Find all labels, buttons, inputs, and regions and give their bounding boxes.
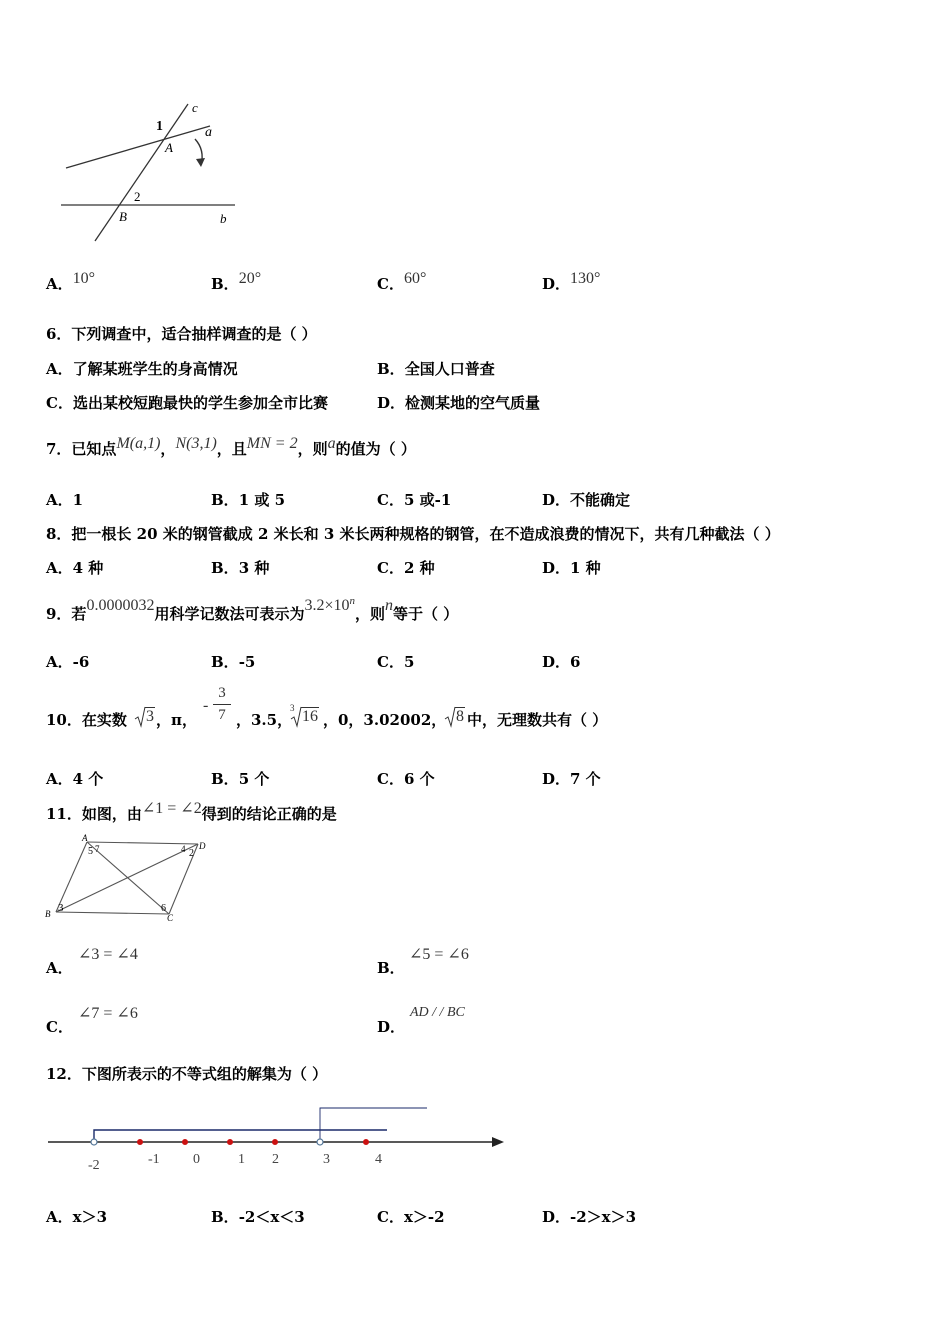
point-minus1 bbox=[137, 1139, 143, 1145]
q10-denominator: 7 bbox=[218, 707, 226, 723]
option-value: 60° bbox=[403, 270, 427, 287]
q12-option-b[interactable] bbox=[211, 1206, 305, 1227]
label-2: 2 bbox=[189, 848, 194, 859]
label-2: 2 bbox=[134, 189, 141, 204]
option-text: 1 bbox=[72, 491, 84, 509]
option-letter: B． bbox=[377, 360, 405, 378]
option-letter: A． bbox=[46, 360, 73, 378]
q8-option-a[interactable] bbox=[46, 557, 103, 578]
q5-option-c[interactable] bbox=[377, 270, 427, 294]
label-D: D bbox=[199, 841, 206, 851]
tick-label: 1 bbox=[238, 1152, 245, 1167]
q5-option-a[interactable] bbox=[46, 270, 96, 294]
q10-fraction bbox=[213, 685, 231, 724]
option-text: 5 bbox=[403, 653, 415, 671]
q10-option-a[interactable] bbox=[46, 768, 103, 789]
q5-option-d[interactable] bbox=[542, 270, 601, 294]
option-letter: B． bbox=[211, 1208, 239, 1226]
q12-stem: 12．下图所表示的不等式组的解集为（ ） bbox=[46, 1065, 328, 1083]
option-letter: D． bbox=[542, 1208, 571, 1226]
option-text: 4 个 bbox=[72, 770, 104, 788]
option-letter: D． bbox=[542, 770, 571, 788]
option-text: 6 个 bbox=[403, 770, 435, 788]
diagonal-bd bbox=[56, 844, 198, 912]
label-5: 5 bbox=[88, 846, 93, 857]
option-letter: A． bbox=[46, 653, 73, 671]
q11-text-1: 11．如图，由 bbox=[46, 805, 142, 823]
q7-text-3: ，则 bbox=[297, 440, 328, 458]
option-text: -2＞x＞3 bbox=[570, 1208, 637, 1226]
q10-text-3: ，3.5， bbox=[236, 711, 293, 729]
q7-text-4: 的值为（ ） bbox=[335, 440, 416, 458]
q7-text-1: 7．已知点 bbox=[46, 440, 117, 458]
q7-option-d[interactable] bbox=[542, 489, 630, 510]
option-value: 130° bbox=[570, 270, 601, 287]
label-4: 4 bbox=[181, 844, 186, 854]
option-letter: C． bbox=[46, 1018, 73, 1036]
q10-text-1: 10．在实数 bbox=[46, 711, 127, 729]
option-text: 检测某地的空气质量 bbox=[405, 394, 541, 412]
point-3 bbox=[317, 1139, 323, 1145]
option-letter: A． bbox=[46, 770, 73, 788]
option-text: 2 种 bbox=[403, 559, 435, 577]
option-text: -2＜x＜3 bbox=[238, 1208, 305, 1226]
q7-distance: MN = 2 bbox=[246, 435, 298, 452]
q12-option-d[interactable] bbox=[542, 1206, 636, 1227]
option-letter: C． bbox=[377, 559, 404, 577]
option-letter: C． bbox=[377, 770, 404, 788]
q6-option-c[interactable] bbox=[46, 392, 328, 413]
option-text: 了解某班学生的身高情况 bbox=[72, 360, 238, 378]
label-b: b bbox=[220, 211, 227, 226]
q6-stem: 6．下列调查中，适合抽样调查的是（ ） bbox=[46, 325, 317, 343]
option-letter: D． bbox=[542, 491, 571, 509]
q7-option-b[interactable] bbox=[211, 489, 285, 510]
q8-option-d[interactable] bbox=[542, 557, 601, 578]
option-text: 3 种 bbox=[238, 559, 270, 577]
option-letter: A． bbox=[46, 559, 73, 577]
axis-arrow-icon bbox=[492, 1137, 504, 1147]
point-0 bbox=[182, 1139, 188, 1145]
q6-option-b[interactable] bbox=[377, 358, 495, 379]
point-1 bbox=[227, 1139, 233, 1145]
tick-label: 2 bbox=[272, 1152, 279, 1167]
q7-option-a[interactable] bbox=[46, 489, 83, 510]
option-letter: D． bbox=[542, 653, 571, 671]
q7-option-c[interactable] bbox=[377, 489, 451, 510]
tick-label: 3 bbox=[323, 1152, 330, 1167]
label-a: a bbox=[205, 125, 212, 140]
option-value: 10° bbox=[72, 270, 96, 287]
label-B: B bbox=[45, 909, 51, 919]
label-A: A bbox=[82, 833, 88, 843]
tick-label: -1 bbox=[148, 1152, 160, 1167]
q9-text-3: ，则 bbox=[354, 605, 385, 623]
q9-decimal: 0.0000032 bbox=[86, 597, 155, 614]
bracket-from-minus2 bbox=[94, 1130, 387, 1140]
q7-text-2: ，且 bbox=[216, 440, 247, 458]
q11-parallelogram-figure bbox=[42, 832, 217, 924]
option-text: x＞3 bbox=[72, 1208, 108, 1226]
q10-option-d[interactable] bbox=[542, 768, 601, 789]
option-text: 1 或 5 bbox=[238, 491, 286, 509]
q7-var-a: a bbox=[327, 435, 336, 452]
tick-label: -2 bbox=[88, 1158, 100, 1173]
point-4 bbox=[363, 1139, 369, 1145]
option-letter: A． bbox=[46, 491, 73, 509]
label-C: C bbox=[167, 913, 174, 923]
option-letter: B． bbox=[211, 491, 239, 509]
q9-option-c[interactable] bbox=[377, 651, 414, 672]
q11-option-d[interactable] bbox=[377, 1016, 405, 1037]
option-letter: D． bbox=[377, 1018, 406, 1036]
option-text: x＞-2 bbox=[403, 1208, 445, 1226]
tick-label: 4 bbox=[375, 1152, 382, 1167]
q9-exponent: n bbox=[349, 595, 355, 607]
option-letter: C． bbox=[377, 1208, 404, 1226]
q11-option-a-math: ∠3 = ∠4 bbox=[78, 946, 138, 963]
q11-option-d-math: AD / / BC bbox=[410, 1005, 465, 1020]
option-text: 5 个 bbox=[238, 770, 270, 788]
option-letter: B． bbox=[211, 559, 239, 577]
label-B: B bbox=[119, 209, 127, 224]
q10-numerator: 3 bbox=[218, 685, 226, 701]
q10-sqrt8-value: 8 bbox=[456, 708, 464, 725]
option-text: 6 bbox=[570, 653, 581, 671]
q9-text-2: 用科学记数法可表示为 bbox=[154, 605, 305, 623]
q11-stem bbox=[46, 800, 337, 824]
option-text: 全国人口普查 bbox=[404, 360, 495, 378]
q10-option-c[interactable] bbox=[377, 768, 435, 789]
q9-option-b[interactable] bbox=[211, 651, 255, 672]
option-letter: B． bbox=[211, 653, 239, 671]
option-letter: B． bbox=[211, 275, 239, 293]
label-A: A bbox=[165, 140, 173, 155]
option-text: 5 或-1 bbox=[403, 491, 452, 509]
q9-option-a[interactable] bbox=[46, 651, 89, 672]
option-letter: C． bbox=[377, 491, 404, 509]
option-letter: B． bbox=[211, 770, 239, 788]
option-letter: D． bbox=[542, 275, 571, 293]
label-1: 1 bbox=[156, 119, 163, 134]
q6-option-d[interactable] bbox=[377, 392, 540, 413]
label-3: 3 bbox=[58, 902, 64, 914]
option-text: -6 bbox=[72, 653, 90, 671]
point-minus2 bbox=[91, 1139, 97, 1145]
point-2 bbox=[272, 1139, 278, 1145]
line-a bbox=[66, 126, 210, 168]
option-text: 7 个 bbox=[570, 770, 601, 788]
q10-minus: - bbox=[203, 697, 209, 714]
q11-option-c-math: ∠7 = ∠6 bbox=[78, 1005, 138, 1022]
q7-point-n: N(3,1) bbox=[175, 435, 217, 452]
q9-var-n: n bbox=[385, 597, 393, 614]
q7-point-m: M(a,1) bbox=[116, 435, 161, 452]
option-letter: B． bbox=[377, 959, 405, 977]
option-text: 不能确定 bbox=[570, 491, 631, 509]
label-c: c bbox=[192, 100, 198, 115]
q10-cbrt16-value: 16 bbox=[302, 708, 318, 725]
q8-option-c[interactable] bbox=[377, 557, 435, 578]
q10-option-b[interactable] bbox=[211, 768, 269, 789]
q8-stem: 8．把一根长 20 米的钢管截成 2 米长和 3 米长两种规格的钢管，在不造成浪费的情况下，共有几种截法（ ） bbox=[46, 525, 780, 543]
q5-parallel-lines-figure bbox=[55, 95, 250, 250]
fraction-bar bbox=[213, 704, 231, 705]
q11-option-b[interactable] bbox=[377, 957, 405, 978]
line-c bbox=[95, 104, 188, 241]
arrow-head-icon bbox=[196, 158, 205, 167]
q7-sep: ， bbox=[160, 440, 176, 458]
q8-option-b[interactable] bbox=[211, 557, 269, 578]
option-letter: C． bbox=[46, 394, 73, 412]
option-letter: A． bbox=[46, 959, 73, 977]
option-text: 1 种 bbox=[570, 559, 601, 577]
q9-sci-base: 3.2×10 bbox=[304, 597, 350, 614]
tick-label: 0 bbox=[193, 1152, 200, 1167]
q9-text-1: 9．若 bbox=[46, 605, 87, 623]
q11-option-c[interactable] bbox=[46, 1016, 73, 1037]
q12-option-a[interactable] bbox=[46, 1206, 107, 1227]
q9-text-4: 等于（ ） bbox=[393, 605, 459, 623]
option-letter: A． bbox=[46, 275, 73, 293]
edge-bc bbox=[56, 912, 169, 914]
q10-cbrt-index: 3 bbox=[290, 703, 295, 713]
q11-option-b-math: ∠5 = ∠6 bbox=[409, 946, 469, 963]
bracket-from-3 bbox=[320, 1108, 427, 1140]
q11-option-a[interactable] bbox=[46, 957, 73, 978]
q10-sqrt3-value: 3 bbox=[146, 708, 154, 725]
option-letter: D． bbox=[377, 394, 406, 412]
option-letter: C． bbox=[377, 653, 404, 671]
q12-number-line bbox=[40, 1100, 515, 1180]
option-text: 4 种 bbox=[72, 559, 104, 577]
option-letter: D． bbox=[542, 559, 571, 577]
option-letter: C． bbox=[377, 275, 404, 293]
option-text: -5 bbox=[238, 653, 256, 671]
q10-text-4: ，0，3.02002， bbox=[323, 711, 447, 729]
label-7: 7 bbox=[95, 844, 100, 854]
q11-text-2: 得到的结论正确的是 bbox=[201, 805, 337, 823]
option-letter: A． bbox=[46, 1208, 73, 1226]
q10-text-5: 中，无理数共有（ ） bbox=[467, 711, 608, 729]
q9-option-d[interactable] bbox=[542, 651, 580, 672]
option-value: 20° bbox=[238, 270, 262, 287]
label-6: 6 bbox=[161, 903, 166, 914]
option-text: 选出某校短跑最快的学生参加全市比赛 bbox=[72, 394, 328, 412]
q10-text-2: ，π， bbox=[156, 711, 197, 729]
q9-stem bbox=[46, 595, 459, 624]
q7-stem bbox=[46, 435, 416, 459]
q12-option-c[interactable] bbox=[377, 1206, 445, 1227]
q5-option-b[interactable] bbox=[211, 270, 262, 294]
q6-option-a[interactable] bbox=[46, 358, 238, 379]
q11-angle-eq: ∠1 = ∠2 bbox=[141, 800, 202, 817]
